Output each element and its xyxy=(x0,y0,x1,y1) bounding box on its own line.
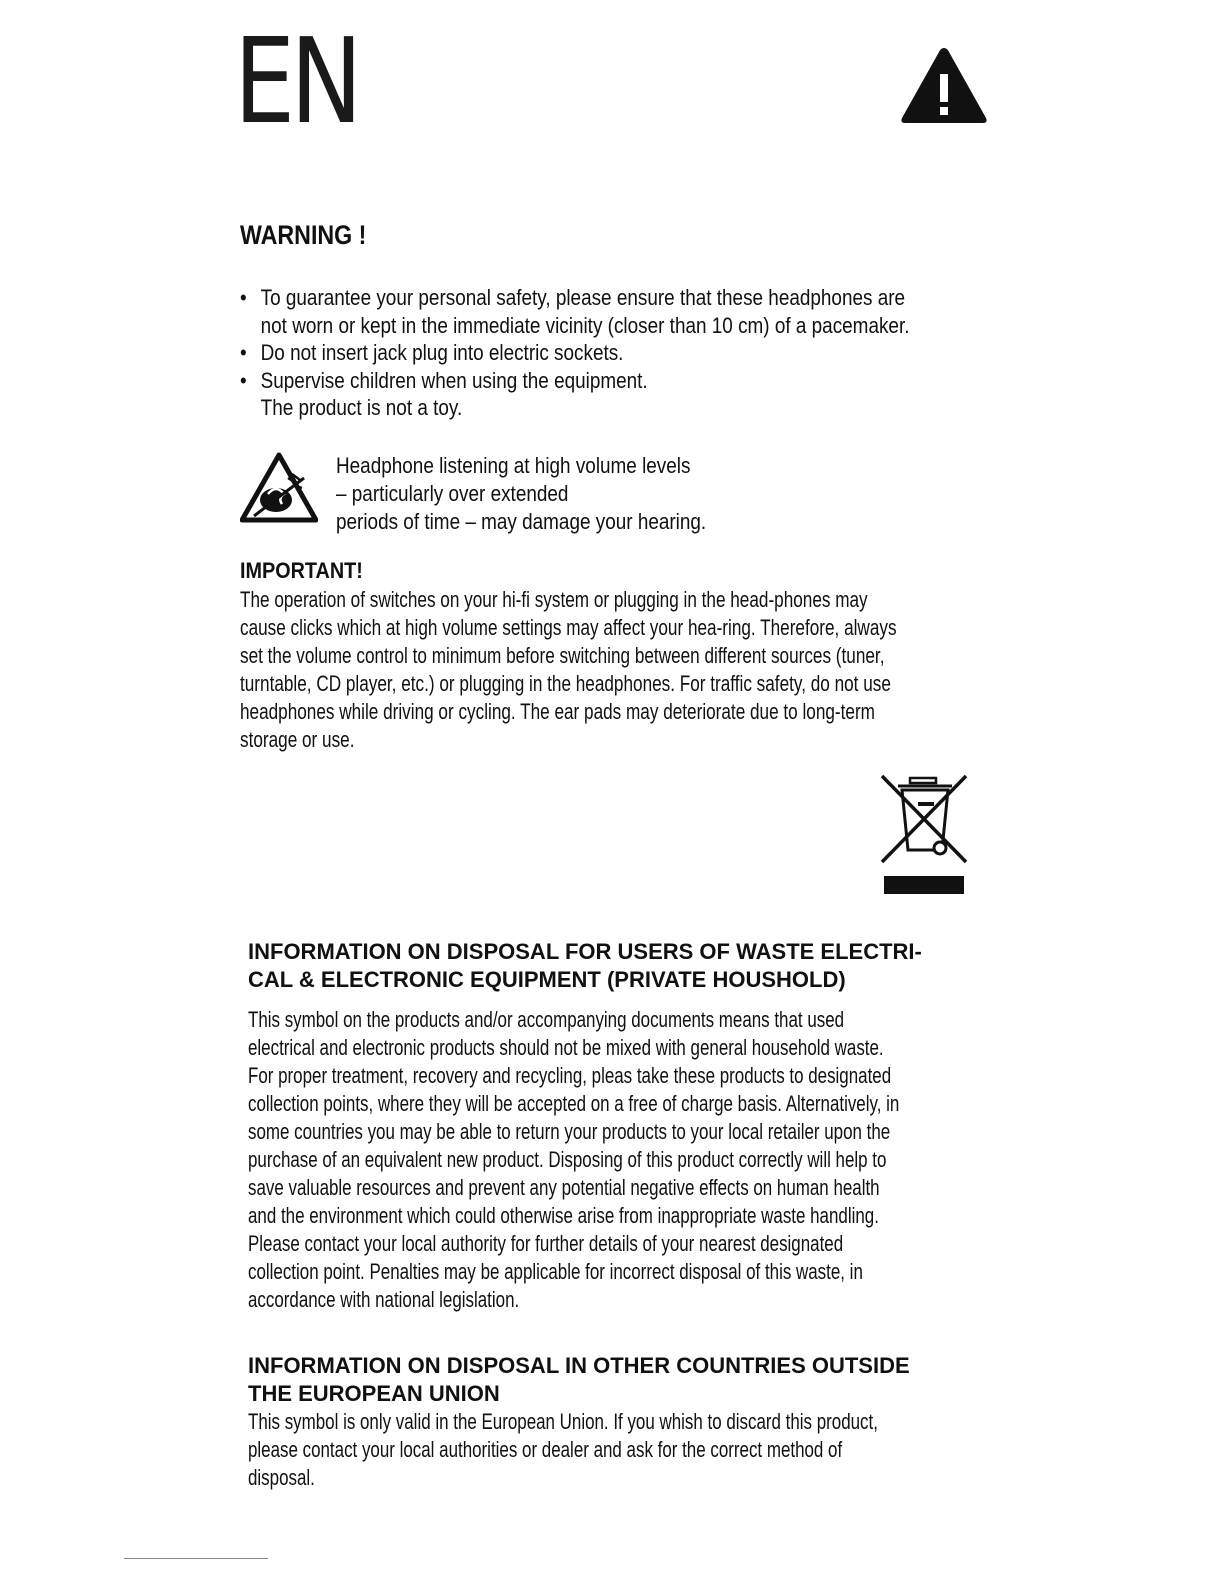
language-code: EN xyxy=(234,12,358,150)
paragraph-line: accordance with national legislation. xyxy=(248,1287,520,1312)
warning-item-jack xyxy=(240,339,945,367)
paragraph-line: please contact your local authorities or dealer and ask for the correct method of xyxy=(248,1437,843,1462)
paragraph-line: headphones while driving or cycling. The ear pads may deteriorate due to long-term xyxy=(240,699,875,724)
paragraph-line: collection point. Penalties may be applicable for incorrect disposal of this waste, in xyxy=(248,1259,863,1284)
bullet-icon: • xyxy=(240,340,247,366)
paragraph-line: For proper treatment, recovery and recycling, pleas take these products to designated xyxy=(248,1063,892,1088)
heading-line: THE EUROPEAN UNION xyxy=(248,1381,500,1406)
hearing-notice-line: – particularly over extended xyxy=(336,481,569,506)
warning-item-line: To guarantee your personal safety, please ensure that these headphones are xyxy=(260,285,906,310)
paragraph-line: This symbol is only valid in the European Union. If you whish to discard this product, xyxy=(248,1409,878,1434)
warning-item-line: Supervise children when using the equipment. xyxy=(260,367,648,393)
disposal-outside-paragraph xyxy=(248,1408,878,1492)
bullet-icon: • xyxy=(240,367,247,393)
heading-line: INFORMATION ON DISPOSAL IN OTHER COUNTRIES OUTSIDE xyxy=(248,1353,910,1378)
paragraph-line: and the environment which could otherwise arise from inappropriate waste handling. xyxy=(248,1203,879,1228)
paragraph-line: purchase of an equivalent new product. Disposing of this product correctly will help to xyxy=(248,1147,887,1172)
paragraph-line: disposal. xyxy=(248,1465,315,1490)
disposal-eu-heading xyxy=(248,938,922,994)
paragraph-line: storage or use. xyxy=(240,727,355,752)
important-paragraph xyxy=(240,586,897,754)
footer-rule xyxy=(124,1558,268,1559)
disposal-eu-paragraph xyxy=(248,1006,899,1314)
paragraph-line: electrical and electronic products should not be mixed with general household waste. xyxy=(248,1035,884,1060)
paragraph-line: set the volume control to minimum before switching between different sources (tuner, xyxy=(240,643,885,668)
warning-list xyxy=(240,284,1060,422)
paragraph-line: some countries you may be able to return your products to your local retailer upon the xyxy=(248,1119,891,1144)
hearing-notice-line: periods of time – may damage your hearing. xyxy=(336,509,707,534)
warning-triangle-icon xyxy=(898,44,990,126)
paragraph-line: The operation of switches on your hi-fi system or plugging in the head-phones may xyxy=(240,587,868,612)
warning-item-line: The product is not a toy. xyxy=(260,395,463,421)
disposal-outside-heading xyxy=(248,1352,910,1408)
hearing-notice-line: Headphone listening at high volume levels xyxy=(336,453,691,478)
hearing-damage-icon xyxy=(240,452,318,524)
important-heading: IMPORTANT! xyxy=(240,558,363,583)
paragraph-line: save valuable resources and prevent any potential negative effects on human health xyxy=(248,1175,880,1200)
paragraph-line: collection points, where they will be accepted on a free of charge basis. Alternatively, in xyxy=(248,1091,900,1116)
heading-line: CAL & ELECTRONIC EQUIPMENT (PRIVATE HOUSHOLD) xyxy=(248,967,846,992)
warning-item-line: not worn or kept in the immediate vicinity (closer than 10 cm) of a pacemaker. xyxy=(260,312,910,338)
paragraph-line: This symbol on the products and/or accompanying documents means that used xyxy=(248,1007,845,1032)
paragraph-line: Please contact your local authority for further details of your nearest designated xyxy=(248,1231,844,1256)
paragraph-line: cause clicks which at high volume settings may affect your hea-ring. Therefore, always xyxy=(240,615,897,640)
warning-item-children xyxy=(240,367,945,422)
paragraph-line: turntable, CD player, etc.) or plugging in the headphones. For traffic safety, do not use xyxy=(240,671,891,696)
warning-item-pacemaker xyxy=(240,284,945,339)
bullet-icon: • xyxy=(240,285,247,310)
heading-line: INFORMATION ON DISPOSAL FOR USERS OF WASTE ELECTRI- xyxy=(248,939,922,964)
warning-item-line: Do not insert jack plug into electric sockets. xyxy=(260,340,624,366)
hearing-notice-text xyxy=(336,452,706,536)
crossed-out-wheelie-bin-icon xyxy=(876,772,972,896)
warning-heading: WARNING ! xyxy=(240,220,367,250)
